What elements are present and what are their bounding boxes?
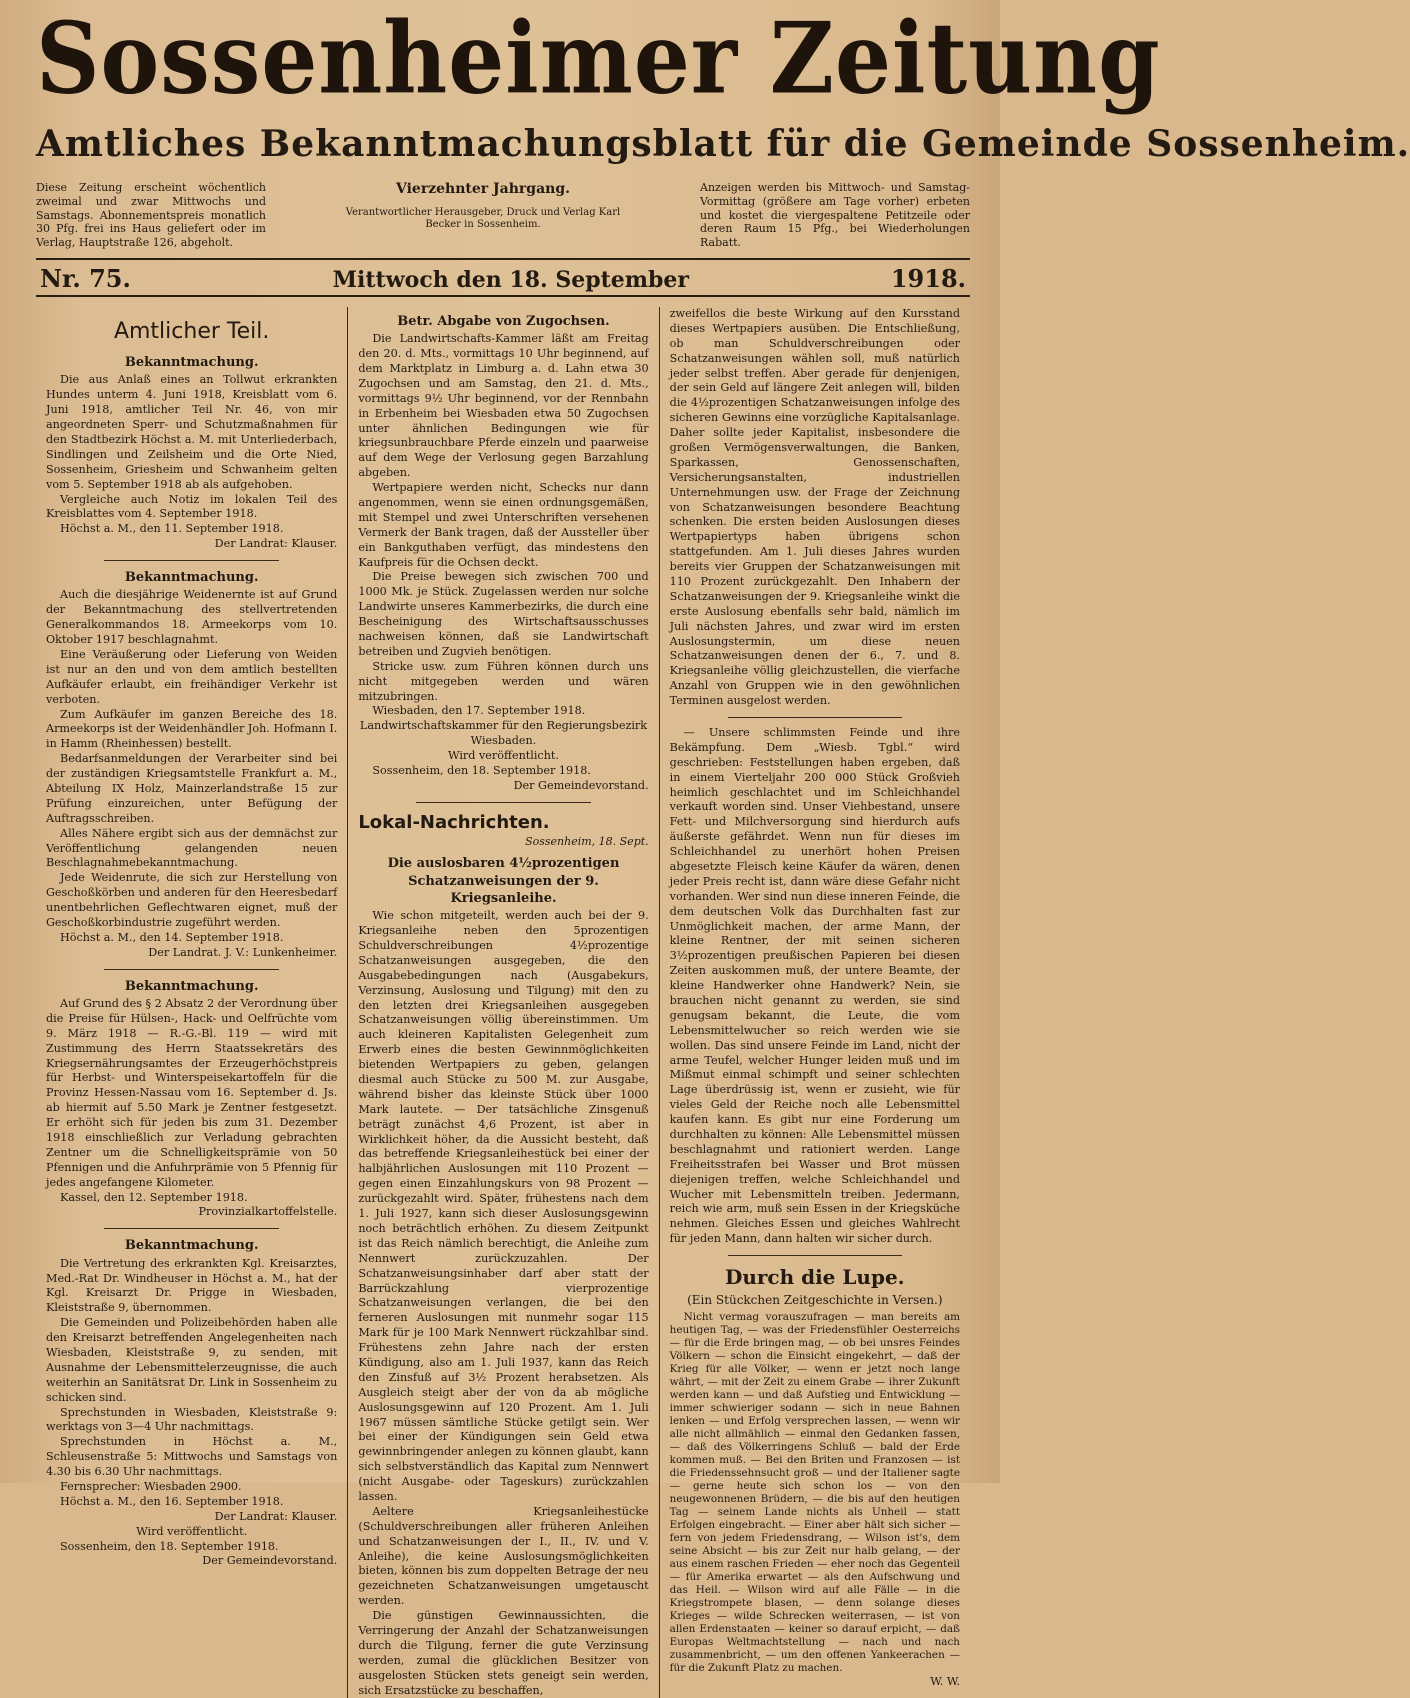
notice-title: Bekanntmachung. — [124, 978, 259, 994]
article-text: Stricke usw. zum Führen können durch uns nicht mitgegeben werden und wären mitzubringen. — [358, 659, 649, 703]
section-heading-amtlicher-teil: Amtlicher Teil. — [113, 318, 270, 344]
notice-signature: Der Landrat: Klauser. — [214, 537, 338, 551]
notice-text: Die Gemeinden und Polizeibehörden haben alle den Kreisarzt betreffenden Angelegenheiten nach Wiesbaden, Kleiststraße 9, zu senden, mit Ausnahme der Lebensmittelerzeugnisse, die auch weiterhin an Sanitätsrat Dr. Link in Sossenheim zu schicken sind. — [46, 1316, 338, 1404]
notice-signature: Der Landrat. J. V.: Lunkenheimer. — [148, 945, 338, 959]
poem-text: Nicht vermag vorauszufragen — man bereits am heutigen Tag, — was der Friedensfühler Oesterreichs — für die Erde bringen mag, — ob bei unsres Feindes Völkern — schon die Einsicht eingekehrt, — daß der Krieg für alle Völker, — wenn er jetzt noch lange währt, — mit der Zeit zu einem Grabe — ihrer Zukunft werden kann — und daß Aufstieg und Entwicklung — immer schwieriger sodann — sich in neue Bahnen lenken — und Erfolg versprechen lassen, — wenn wir alle nicht allmählich — einmal den Gedanken fassen, — daß des Völkerringens Schluß — bald der Erde kommen muß. — Bei den Briten und Franzosen — ist die Friedenssehnsucht groß — und der Italiener sagte — gerne heute sich schon los — von den neugewonnenen Brüdern, — die bis auf den heutigen Tag — seinem Lande nichts als Unheil — statt Erfolgen eingebracht. — Einer aber hält sich sicher — fern von jedem Friedensdrang, — Wilson ist's, dem seine Absicht — bis zur Zeit nur halb gelang, — der aus einem raschen Frieden — eher noch das Gegenteil — für Amerika erwartet — als den Aufschwung und das Heil. — Wilson wird auf alle Fälle — in die Kriegstrompete blasen, — denn solange dieses Krieges — wilde Schrecken weiterrasen, — ist von allen Erdenstaaten — keiner so darauf erpicht, — daß Europas Weltmachtstellung — nach und nach zusammenbricht, — um den offenen Yankeerachen — für die Zukunft Platz zu machen. — [669, 1310, 960, 1674]
notice-place: Höchst a. M., den 11. September 1918. — [60, 522, 284, 536]
column-2 — [347, 307, 658, 1698]
article-text: Wie schon mitgeteilt, werden auch bei der 9. Kriegsanleihe neben den 5prozentigen Schuldverschreibungen 4½prozentige Schatzanweisungen ausgegeben, die den Ausgabebedingungen nach (Ausgabekurs, Verzinsung, Auslosung und Tilgung) mit den zu den letzten drei Kriegsanleihen ausgegeben Schatzanweisungen völlig übereinstimmen. Um auch kleineren Kapitalisten Gelegenheit zum Erwerb eines die besten Gewinnmöglichkeiten bietenden Wertpapiers zu geben, gelangen diesmal auch Stücke zu 500 M. zur Ausgabe, während bisher das kleinste Stück über 1000 Mark lautete. — Der tatsächliche Zinsgenuß beträgt zunächst 4,6 Prozent, ist aber in Wirklichkeit höher, da die Aussicht besteht, daß das betreffende Kriegsanleihestück bei einer der halbjährlichen Auslosungen mit 110 Prozent — gegen einen Einzahlungskurs von 98 Prozent — zurückgezahlt wird. Später, frühestens nach dem 1. Juli 1927, kann sich dieser Auslosungsgewinn noch beträchtlich erhöhen. Zu diesem Zeitpunkt ist das Reich nämlich berechtigt, die Anleihe zum Nennwert zurückzuzahlen. Der Schatzanweisungsinhaber darf aber statt der Barrückzahlung vierprozentige Schatzanweisungen verlangen, die bei den ferneren Auslosungen mit nunmehr sogar 115 Mark für je 100 Mark Nennwert rückzahlbar sind. Frühestens zehn Jahre nach der ersten Kündigung, also am 1. Juli 1937, kann das Reich den Zinsfuß auf 3½ Prozent herabsetzen. Als Ausgleich steigt aber der von da ab mögliche Auslosungsgewinn auf 120 Prozent. Am 1. Juli 1967 müssen sämtliche Stücke getilgt sein. Wer bei einer der Kündigungen sein Geld etwa gewinnbringender anlegen zu können glaubt, kann sich selbstverständlich das Kapital zum Nennwert (nicht Ausgabe- oder Tageskurs) zurückzahlen lassen. — [358, 909, 649, 1503]
notice-text: Alles Nähere ergibt sich aus der demnächst zur Veröffentlichung gelangenden neuen Beschlagnahmebekanntmachung. — [46, 826, 338, 870]
notice-text: Die Vertretung des erkrankten Kgl. Kreisarztes, Med.-Rat Dr. Windheuser in Höchst a. M., hat der Kgl. Kreisarzt Dr. Prigge in Wiesbaden, Kleiststraße 9, übernommen. — [46, 1256, 338, 1315]
notice-text: Zum Aufkäufer im ganzen Bereiche des 18. Armeekorps ist der Weidenhändler Joh. Hofmann I. in Hamm (Rheinhessen) bestellt. — [46, 707, 338, 751]
issue-year: 1918. — [890, 263, 966, 293]
article-text: Die Preise bewegen sich zwischen 700 und 1000 Mk. je Stück. Zugelassen werden nur solche Landwirte unseres Kammerbezirks, die durch eine Bescheinigung des Wirtschaftsausschusses nachweisen können, daß sie Landwirtschaft betreiben und Zugvieh benötigen. — [358, 570, 649, 658]
notice-text: Sprechstunden in Höchst a. M., Schleusenstraße 5: Mittwochs und Samstags von 4.30 bis 6.30 Uhr nachmittags. — [46, 1435, 338, 1479]
advertising-info: Anzeigen werden bis Mittwoch- und Samstag-Vormittag (größere am Tage vorher) erbeten und kostet die viergespaltene Petitzeile oder deren Raum 15 Pfg., bei Wiederholungen Rabatt. — [700, 181, 970, 250]
article-text: Aeltere Kriegsanleihestücke (Schuldverschreibungen aller früheren Anleihen und Schatzanweisungen der I., II., IV. und V. Anleihe), die keine Auslosungsmöglichkeiten bieten, können bis zum doppelten Betrage der neu gezeichneten Schatzanweisungen umgetauscht werden. — [358, 1504, 649, 1608]
article-text: — Unsere schlimmsten Feinde und ihre Bekämpfung. Dem „Wiesb. Tgbl.“ wird geschrieben: Feststellungen haben ergeben, daß in einem Vierteljahr 200 000 Stück Großvieh heimlich geschlachtet und im Schleichhandel verkauft worden sind. Unser Viehbestand, unsere Fett- und Milchversorgung sind hierdurch aufs äußerste gefährdet. Wenn nun für dieses im Schleichhandel zu unerhört hohen Preisen abgesetzte Fleisch keine Käufer da wären, denen jeder Preis recht ist, dann wäre diese Gefahr nicht vorhanden. Wer sind nun diese inneren Feinde, die dem deutschen Volk das Durchhalten fast zur Unmöglichkeit machen, der arme Mann, der kleine Rentner, der mit seinen sicheren 3½prozentigen preußischen Papieren bei diesen Zeiten auskommen muß, der untere Beamte, der kleine Handwerker ohne Handwerk? Nein, sie brauchen nicht genannt zu werden, sie sind genugsam bekannt, die Leute, die vom Lebensmittelwucher so reich werden wie sie wollen. Das sind unsere Feinde im Land, nicht der arme Teufel, welcher Hunger leiden muß und im Mißmut einmal schimpft und seiner schlechten Lage überdrüssig ist, wenn er zusieht, wie für vieles Geld der Reiche noch alle Lebensmittel kaufen kann. Es gibt nur eine Forderung um durchhalten zu können: Alle Lebensmittel müssen beschlagnahmt und rationiert werden. Lange Freiheitsstrafen bei Wasser und Brot müssen diejenigen treffen, welche Schleichhandel und Wucher mit Lebensmitteln treiben. Jedermann, reich wie arm, muß sein Essen in der Kriegsküche nehmen. Gleiches Essen und gleiches Wahlrecht für jeden Mann, dann halten wir sicher durch. — [669, 725, 960, 1246]
notice-signature: Der Landrat: Klauser. — [214, 1509, 338, 1523]
notice-text: Vergleiche auch Notiz im lokalen Teil des Kreisblattes vom 4. September 1918. — [46, 492, 338, 521]
publisher: Verantwortlicher Herausgeber, Druck und Verlag Karl Becker in Sossenheim. — [345, 206, 621, 231]
article-text: Wertpapiere werden nicht, Schecks nur dann angenommen, wenn sie einen ordnungsgemäßen, mit Stempel und zwei Unterschriften versehenen Vermerk der Bank tragen, daß der Aussteller über ein Bankguthaben verfügt, das mindestens den Kaufpreis für die Ochsen deckt. — [358, 481, 649, 569]
notice-text: Fernsprecher: Wiesbaden 2900. — [60, 1479, 242, 1493]
poem-signature: W. W. — [930, 1674, 960, 1688]
notice-text: Auf Grund des § 2 Absatz 2 der Verordnung über die Preise für Hülsen-, Hack- und Oelfrüchte vom 9. März 1918 — R.-G.-Bl. 119 — wird mit Zustimmung des Herrn Staatssekretärs des Kriegsernährungsamtes der Erzeugerhöchstpreis für Herbst- und Winterspeisekartoffeln für die Provinz Hessen-Nassau vom 16. September d. Js. ab hiermit auf 5.50 Mark je Zentner festgesetzt. Er erhöht sich für jeden bis zum 31. Dezember 1918 einschließlich zur Verladung gebrachten Zentner um die Schnelligkeitsprämie von 50 Pfennigen und die Anfuhrprämie von 5 Pfennig für jedes angefangene Kilometer. — [46, 996, 338, 1189]
publication-note: Wird veröffentlicht. — [448, 749, 559, 763]
article-title: Betr. Abgabe von Zugochsen. — [397, 313, 610, 329]
subscription-info: Diese Zeitung erscheint wöchentlich zweimal und zwar Mittwochs und Samstags. Abonnementspreis monatlich 30 Pfg. frei ins Haus geliefert oder im Verlag, Hauptstraße 126, abgeholt. — [36, 181, 266, 250]
article-title: Die auslosbaren 4½prozentigen Schatzanweisungen der 9. Kriegsanleihe. — [387, 856, 620, 906]
notice-text: Eine Veräußerung oder Lieferung von Weiden ist nur an den und von dem amtlich bestellten Aufkäufer erlaubt, ein freihändiger Verkehr ist verboten. — [46, 648, 338, 706]
newspaper-title: Sossenheimer Zeitung — [36, 0, 1161, 117]
article-text: zweifellos die beste Wirkung auf den Kursstand dieses Wertpapiers ausüben. Die Entschließung, ob man Schuldverschreibungen oder Schatzanweisungen wählen soll, muß natürlich jeder selbst treffen. Aber gerade für denjenigen, der sein Geld auf längere Zeit anlegen will, bilden die 4½prozentigen Schatzanweisungen infolge des sicheren Gewinns eine vorzügliche Kapitalsanlage. Daher sollte jeder Kapitalist, insbesondere die großen Vermögensverwaltungen, die Banken, Sparkassen, Genossenschaften, Versicherungsanstalten, industriellen Unternehmungen usw. der Frage der Zeichnung von Schatzanweisungen besondere Beachtung schenken. Die ersten beiden Auslosungen dieses Wertpapiertyps haben übrigens schon stattgefunden. Am 1. Juli dieses Jahres wurden bereits vier Gruppen der Schatzanweisungen mit 110 Prozent zurückgezahlt. Den Inhabern der Schatzanweisungen der 9. Kriegsanleihe winkt die erste Auslosung ebenfalls sehr bald, nämlich im Juli nächsten Jahres, und zwar wird im ersten Auslosungstermin, um diese neuen Schatzanweisungen denen der 6., 7. und 8. Kriegsanleihe völlig gleichzustellen, die vierfache Anzahl von Gruppen wie in den gewöhnlichen Terminen ausgelost werden. — [669, 306, 960, 708]
article-text: Die Landwirtschafts-Kammer läßt am Freitag den 20. d. Mts., vormittags 10 Uhr beginnend, auf dem Marktplatz in Limburg a. d. Lahn etwa 30 Zugochsen und am Samstag, den 21. d. Mts., vormittags 9½ Uhr beginnend, vor der Rennbahn in Erbenheim bei Wiesbaden etwa 50 Zugochsen unter ähnlichen Bedingungen wie für kriegsunbrauchbare Pferde einzeln und paarweise auf dem Wege der Verlosung gegen Barzahlung abgeben. — [358, 332, 649, 480]
notice-text: Bedarfsanmeldungen der Verarbeiter sind bei der zuständigen Kriegsamtstelle Frankfurt a. M., Abteilung IX Holz, Mainzerlandstraße 15 zur Prüfung einzureichen, unter Befügung der Auftragsschreiben. — [46, 752, 338, 825]
publication-note: Wird veröffentlicht. — [136, 1524, 248, 1538]
section-heading-lokal: Lokal-Nachrichten. — [358, 811, 550, 833]
dateline: Sossenheim, 18. Sept. — [525, 834, 649, 848]
divider — [104, 1228, 279, 1229]
notice-title: Bekanntmachung. — [124, 355, 259, 371]
article-signature: Der Gemeindevorstand. — [513, 778, 649, 792]
article-place: Wiesbaden, den 17. September 1918. — [372, 704, 586, 718]
notice-place: Sossenheim, den 18. September 1918. — [60, 1539, 279, 1553]
divider — [728, 1255, 902, 1256]
article-place: Sossenheim, den 18. September 1918. — [372, 764, 591, 778]
notice-title: Bekanntmachung. — [124, 570, 259, 586]
notice-signature: Der Gemeindevorstand. — [202, 1554, 338, 1568]
issue-date: Mittwoch den 18. September — [332, 266, 690, 293]
info-row — [36, 181, 970, 250]
article-text: Die günstigen Gewinnaussichten, die Verringerung der Anzahl der Schatzanweisungen durch die Tilgung, ferner die gute Verzinsung werden, zumal die glücklichen Besitzer von ausgelosten Stücken stets geneigt sein werden, sich Ersatzstücke zu beschaffen, — [358, 1609, 649, 1697]
divider — [728, 717, 902, 718]
notice-text: Sprechstunden in Wiesbaden, Kleiststraße 9: werktags von 3—4 Uhr nachmittags. — [46, 1405, 338, 1434]
notice-text: Die aus Anlaß eines an Tollwut erkrankten Hundes unterm 4. Juni 1918, Kreisblatt vom 6. Juni 1918, amtlicher Teil Nr. 46, von mir angeordneten Sperr- und Schutzmaßnahmen für den Stadtbezirk Höchst a. M. mit Unterliederbach, Sindlingen und Zeilsheim und die Orte Nied, Sossenheim, Griesheim und Schwanheim gelten vom 5. September 1918 ab als aufgehoben. — [46, 373, 338, 491]
notice-text: Auch die diesjährige Weidenernte ist auf Grund der Bekanntmachung des stellvertretenden Generalkommandos 18. Armeekorps vom 10. Oktober 1917 beschlagnahmt. — [46, 588, 338, 647]
divider — [416, 802, 590, 803]
masthead — [36, 0, 1410, 166]
issue-number: Nr. 75. — [40, 263, 131, 293]
notice-place: Höchst a. M., den 14. September 1918. — [60, 930, 284, 944]
notice-signature: Provinzialkartoffelstelle. — [198, 1205, 338, 1219]
article-columns — [36, 307, 970, 1698]
column-3 — [659, 307, 970, 1698]
column-1 — [36, 307, 347, 1698]
divider — [104, 969, 279, 970]
notice-place: Kassel, den 12. September 1918. — [60, 1190, 248, 1204]
article-subtitle: (Ein Stückchen Zeitgeschichte in Versen.) — [687, 1292, 943, 1307]
notice-place: Höchst a. M., den 16. September 1918. — [60, 1494, 284, 1508]
article-title: Durch die Lupe. — [725, 1265, 905, 1290]
article-signature: Landwirtschaftskammer für den Regierungsbezirk Wiesbaden. — [359, 719, 648, 748]
jahrgang: Vierzehnter Jahrgang. — [395, 181, 570, 198]
publisher-block — [343, 181, 623, 232]
notice-title: Bekanntmachung. — [124, 1238, 259, 1254]
divider — [104, 560, 279, 561]
newspaper-subtitle: Amtliches Bekanntmachungsblatt für die Gemeinde Sossenheim. — [36, 123, 1410, 166]
issue-bar — [36, 258, 970, 297]
notice-text: Jede Weidenrute, die sich zur Herstellung von Geschoßkörben und anderen für den Heeresbedarf unentbehrlichen Geflechtwaren eignet, muß der Geschoßkorbindustrie zugeführt werden. — [46, 871, 338, 930]
